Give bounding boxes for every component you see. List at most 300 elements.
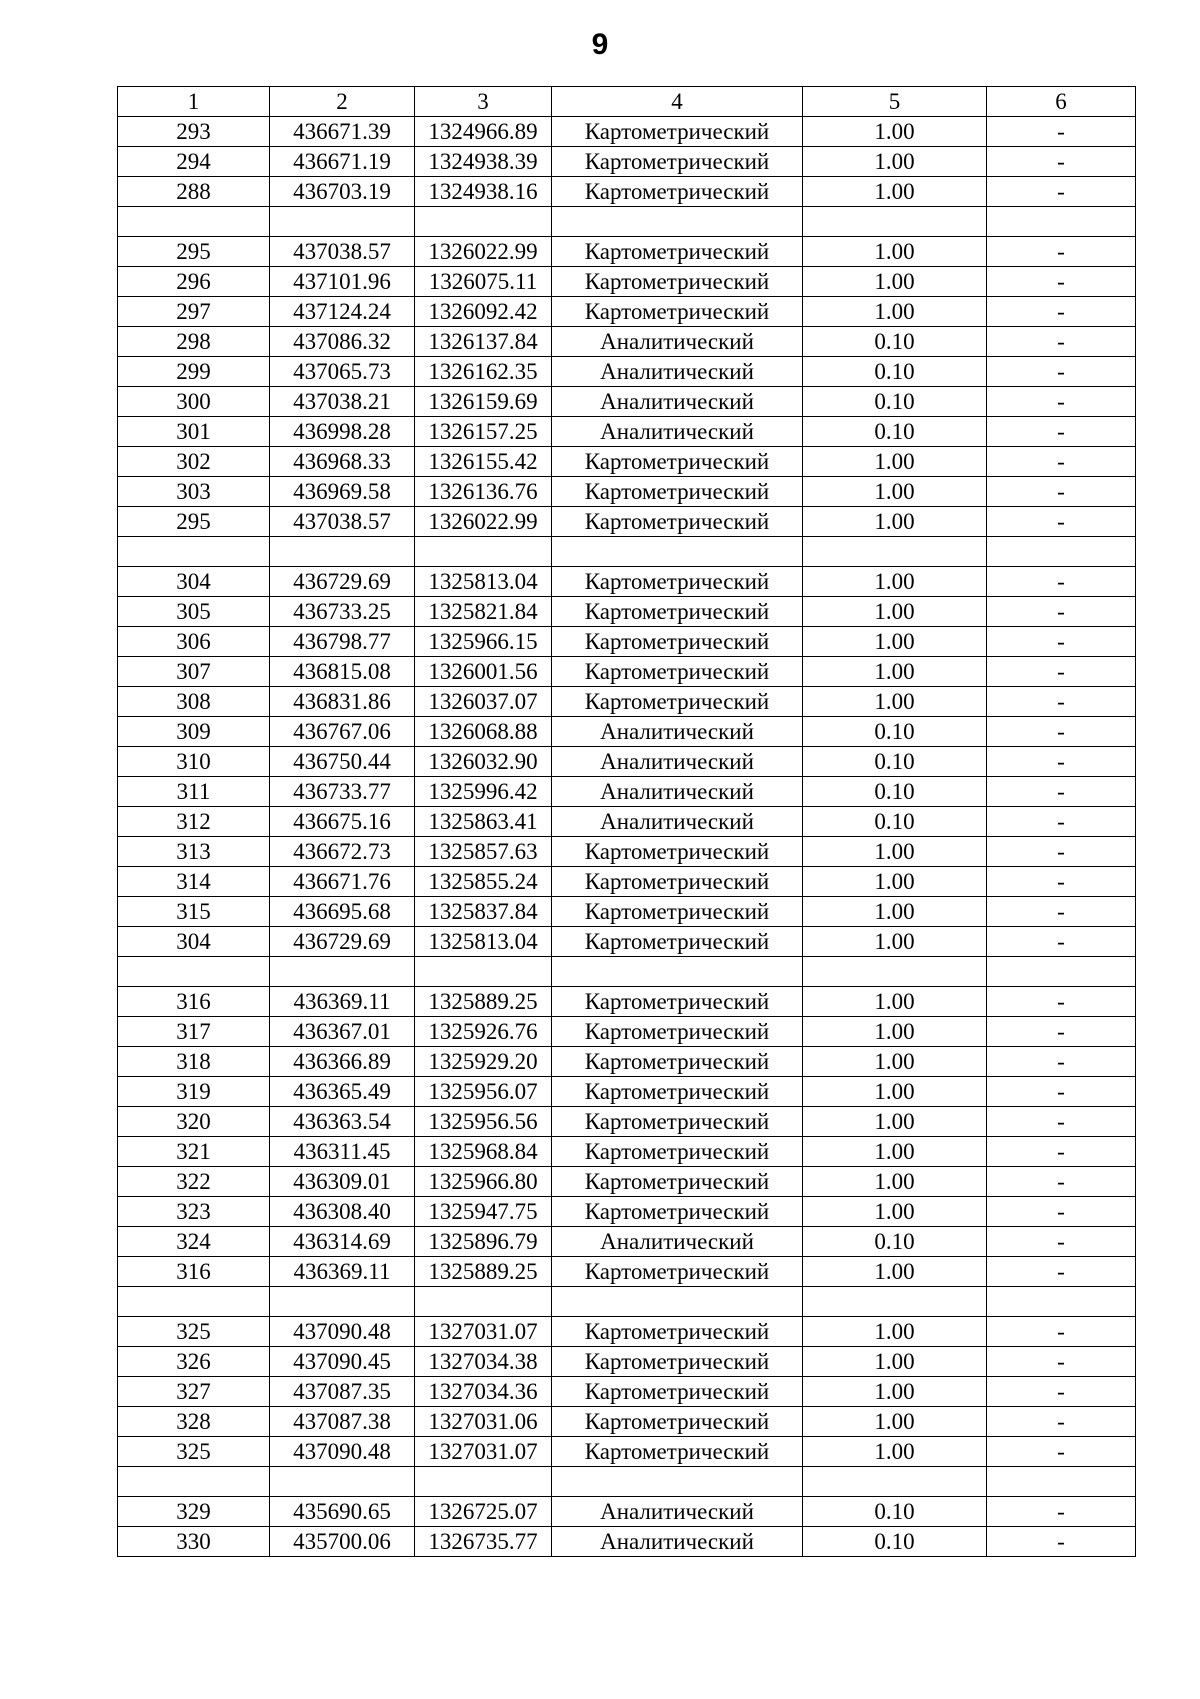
method-cell: Картометрический	[552, 1137, 803, 1167]
accuracy-cell: 0.10	[803, 387, 987, 417]
point-number-cell	[118, 207, 270, 237]
method-cell: Картометрический	[552, 567, 803, 597]
y-coordinate-cell: 1325956.07	[415, 1077, 552, 1107]
description-cell: -	[987, 837, 1136, 867]
y-coordinate-cell: 1325813.04	[415, 927, 552, 957]
method-cell: Картометрический	[552, 927, 803, 957]
y-coordinate-cell: 1326735.77	[415, 1527, 552, 1557]
point-number-cell: 295	[118, 237, 270, 267]
accuracy-cell: 1.00	[803, 1107, 987, 1137]
y-coordinate-cell: 1324938.39	[415, 147, 552, 177]
table-row	[118, 1407, 1136, 1437]
description-cell: -	[987, 177, 1136, 207]
accuracy-cell: 1.00	[803, 1437, 987, 1467]
method-cell: Аналитический	[552, 777, 803, 807]
y-coordinate-cell: 1326022.99	[415, 507, 552, 537]
x-coordinate-cell	[270, 537, 415, 567]
description-cell: -	[987, 927, 1136, 957]
description-cell: -	[987, 1137, 1136, 1167]
description-cell: -	[987, 897, 1136, 927]
point-number-cell: 313	[118, 837, 270, 867]
description-cell: -	[987, 1527, 1136, 1557]
y-coordinate-cell: 1325889.25	[415, 1257, 552, 1287]
y-coordinate-cell: 1325929.20	[415, 1047, 552, 1077]
point-number-cell: 293	[118, 117, 270, 147]
point-number-cell: 312	[118, 807, 270, 837]
point-number-cell	[118, 1287, 270, 1317]
description-cell: -	[987, 1317, 1136, 1347]
description-cell: -	[987, 297, 1136, 327]
method-cell: Картометрический	[552, 1347, 803, 1377]
accuracy-cell	[803, 207, 987, 237]
point-number-cell: 297	[118, 297, 270, 327]
accuracy-cell: 1.00	[803, 447, 987, 477]
point-number-cell: 317	[118, 1017, 270, 1047]
y-coordinate-cell: 1326162.35	[415, 357, 552, 387]
point-number-cell: 328	[118, 1407, 270, 1437]
method-cell: Картометрический	[552, 1407, 803, 1437]
table-row	[118, 447, 1136, 477]
point-number-cell: 320	[118, 1107, 270, 1137]
description-cell: -	[987, 687, 1136, 717]
accuracy-cell: 1.00	[803, 147, 987, 177]
accuracy-cell	[803, 1467, 987, 1497]
accuracy-cell: 0.10	[803, 807, 987, 837]
y-coordinate-cell: 1327034.38	[415, 1347, 552, 1377]
x-coordinate-cell: 437086.32	[270, 327, 415, 357]
description-cell: -	[987, 1167, 1136, 1197]
accuracy-cell: 1.00	[803, 237, 987, 267]
table-row	[118, 1497, 1136, 1527]
x-coordinate-cell: 436671.19	[270, 147, 415, 177]
table-row	[118, 867, 1136, 897]
x-coordinate-cell: 436369.11	[270, 987, 415, 1017]
description-cell: -	[987, 507, 1136, 537]
x-coordinate-cell: 437038.57	[270, 237, 415, 267]
accuracy-cell: 1.00	[803, 507, 987, 537]
x-coordinate-cell: 437101.96	[270, 267, 415, 297]
description-cell: -	[987, 1347, 1136, 1377]
table-row	[118, 1257, 1136, 1287]
description-cell: -	[987, 237, 1136, 267]
table-row	[118, 1317, 1136, 1347]
description-cell: -	[987, 627, 1136, 657]
method-cell: Картометрический	[552, 1167, 803, 1197]
description-cell: -	[987, 387, 1136, 417]
description-cell: -	[987, 1077, 1136, 1107]
point-number-cell: 321	[118, 1137, 270, 1167]
method-cell: Картометрический	[552, 477, 803, 507]
table-row	[118, 1347, 1136, 1377]
table-row	[118, 597, 1136, 627]
column-header: 4	[552, 87, 803, 117]
x-coordinate-cell: 436831.86	[270, 687, 415, 717]
y-coordinate-cell: 1326137.84	[415, 327, 552, 357]
column-header: 1	[118, 87, 270, 117]
point-number-cell: 301	[118, 417, 270, 447]
accuracy-cell: 1.00	[803, 1317, 987, 1347]
column-header: 3	[415, 87, 552, 117]
description-cell: -	[987, 1497, 1136, 1527]
description-cell: -	[987, 807, 1136, 837]
table-row	[118, 957, 1136, 987]
y-coordinate-cell: 1325966.15	[415, 627, 552, 657]
table-row	[118, 687, 1136, 717]
point-number-cell: 329	[118, 1497, 270, 1527]
method-cell: Картометрический	[552, 237, 803, 267]
accuracy-cell: 1.00	[803, 1347, 987, 1377]
point-number-cell: 324	[118, 1227, 270, 1257]
x-coordinate-cell: 436671.76	[270, 867, 415, 897]
y-coordinate-cell: 1325956.56	[415, 1107, 552, 1137]
description-cell: -	[987, 357, 1136, 387]
accuracy-cell: 1.00	[803, 1047, 987, 1077]
y-coordinate-cell: 1325947.75	[415, 1197, 552, 1227]
accuracy-cell: 0.10	[803, 327, 987, 357]
y-coordinate-cell: 1325968.84	[415, 1137, 552, 1167]
accuracy-cell: 1.00	[803, 297, 987, 327]
accuracy-cell: 1.00	[803, 837, 987, 867]
accuracy-cell	[803, 537, 987, 567]
table-row	[118, 1227, 1136, 1257]
x-coordinate-cell: 436308.40	[270, 1197, 415, 1227]
description-cell: -	[987, 597, 1136, 627]
x-coordinate-cell: 436733.25	[270, 597, 415, 627]
x-coordinate-cell: 435690.65	[270, 1497, 415, 1527]
description-cell: -	[987, 777, 1136, 807]
y-coordinate-cell: 1325813.04	[415, 567, 552, 597]
y-coordinate-cell: 1326159.69	[415, 387, 552, 417]
table-row	[118, 1167, 1136, 1197]
y-coordinate-cell: 1325855.24	[415, 867, 552, 897]
method-cell: Картометрический	[552, 867, 803, 897]
x-coordinate-cell: 436369.11	[270, 1257, 415, 1287]
method-cell	[552, 1467, 803, 1497]
y-coordinate-cell: 1325889.25	[415, 987, 552, 1017]
description-cell: -	[987, 1257, 1136, 1287]
point-number-cell: 299	[118, 357, 270, 387]
accuracy-cell: 1.00	[803, 1257, 987, 1287]
method-cell: Аналитический	[552, 1497, 803, 1527]
x-coordinate-cell: 436367.01	[270, 1017, 415, 1047]
y-coordinate-cell: 1324966.89	[415, 117, 552, 147]
method-cell: Картометрический	[552, 177, 803, 207]
point-number-cell: 304	[118, 927, 270, 957]
table-row	[118, 1467, 1136, 1497]
y-coordinate-cell: 1326032.90	[415, 747, 552, 777]
y-coordinate-cell: 1326075.11	[415, 267, 552, 297]
method-cell: Картометрический	[552, 1077, 803, 1107]
x-coordinate-cell: 436671.39	[270, 117, 415, 147]
x-coordinate-cell: 436703.19	[270, 177, 415, 207]
x-coordinate-cell: 436798.77	[270, 627, 415, 657]
table-row	[118, 147, 1136, 177]
y-coordinate-cell: 1325821.84	[415, 597, 552, 627]
table-row	[118, 627, 1136, 657]
y-coordinate-cell	[415, 1467, 552, 1497]
column-header: 6	[987, 87, 1136, 117]
method-cell: Аналитический	[552, 417, 803, 447]
point-number-cell	[118, 957, 270, 987]
table-row	[118, 267, 1136, 297]
accuracy-cell: 1.00	[803, 1167, 987, 1197]
accuracy-cell: 1.00	[803, 477, 987, 507]
method-cell: Картометрический	[552, 1197, 803, 1227]
x-coordinate-cell: 437124.24	[270, 297, 415, 327]
accuracy-cell	[803, 957, 987, 987]
y-coordinate-cell: 1325996.42	[415, 777, 552, 807]
table-row	[118, 477, 1136, 507]
method-cell: Аналитический	[552, 747, 803, 777]
y-coordinate-cell: 1326022.99	[415, 237, 552, 267]
x-coordinate-cell: 436314.69	[270, 1227, 415, 1257]
x-coordinate-cell: 436998.28	[270, 417, 415, 447]
accuracy-cell: 1.00	[803, 597, 987, 627]
y-coordinate-cell: 1327034.36	[415, 1377, 552, 1407]
method-cell: Картометрический	[552, 597, 803, 627]
method-cell: Аналитический	[552, 717, 803, 747]
y-coordinate-cell: 1326092.42	[415, 297, 552, 327]
y-coordinate-cell: 1327031.07	[415, 1437, 552, 1467]
point-number-cell: 319	[118, 1077, 270, 1107]
y-coordinate-cell: 1325896.79	[415, 1227, 552, 1257]
point-number-cell: 304	[118, 567, 270, 597]
point-number-cell: 302	[118, 447, 270, 477]
x-coordinate-cell: 436672.73	[270, 837, 415, 867]
x-coordinate-cell: 436363.54	[270, 1107, 415, 1137]
accuracy-cell: 0.10	[803, 357, 987, 387]
accuracy-cell: 1.00	[803, 1197, 987, 1227]
accuracy-cell	[803, 1287, 987, 1317]
point-number-cell: 303	[118, 477, 270, 507]
point-number-cell: 316	[118, 1257, 270, 1287]
x-coordinate-cell: 436969.58	[270, 477, 415, 507]
method-cell: Аналитический	[552, 807, 803, 837]
y-coordinate-cell: 1324938.16	[415, 177, 552, 207]
method-cell: Аналитический	[552, 327, 803, 357]
table-row	[118, 657, 1136, 687]
description-cell: -	[987, 1047, 1136, 1077]
table-row	[118, 777, 1136, 807]
accuracy-cell: 0.10	[803, 747, 987, 777]
x-coordinate-cell: 436695.68	[270, 897, 415, 927]
x-coordinate-cell: 436366.89	[270, 1047, 415, 1077]
y-coordinate-cell: 1325837.84	[415, 897, 552, 927]
accuracy-cell: 1.00	[803, 1017, 987, 1047]
table-row	[118, 1047, 1136, 1077]
method-cell: Картометрический	[552, 1317, 803, 1347]
x-coordinate-cell: 437090.45	[270, 1347, 415, 1377]
table-row	[118, 747, 1136, 777]
x-coordinate-cell: 437087.35	[270, 1377, 415, 1407]
accuracy-cell: 1.00	[803, 1137, 987, 1167]
method-cell: Картометрический	[552, 447, 803, 477]
accuracy-cell: 1.00	[803, 1377, 987, 1407]
method-cell: Картометрический	[552, 1257, 803, 1287]
method-cell: Картометрический	[552, 117, 803, 147]
page-number: 9	[591, 28, 609, 61]
method-cell: Картометрический	[552, 1047, 803, 1077]
x-coordinate-cell: 436309.01	[270, 1167, 415, 1197]
table-row	[118, 717, 1136, 747]
accuracy-cell: 1.00	[803, 687, 987, 717]
y-coordinate-cell	[415, 537, 552, 567]
method-cell: Аналитический	[552, 1227, 803, 1257]
point-number-cell: 294	[118, 147, 270, 177]
table-row	[118, 327, 1136, 357]
method-cell	[552, 207, 803, 237]
description-cell: -	[987, 117, 1136, 147]
x-coordinate-cell: 437038.57	[270, 507, 415, 537]
description-cell: -	[987, 1437, 1136, 1467]
point-number-cell: 325	[118, 1317, 270, 1347]
description-cell: -	[987, 477, 1136, 507]
table-row	[118, 807, 1136, 837]
accuracy-cell: 1.00	[803, 117, 987, 147]
accuracy-cell: 1.00	[803, 177, 987, 207]
point-number-cell: 296	[118, 267, 270, 297]
point-number-cell: 330	[118, 1527, 270, 1557]
table-row	[118, 1287, 1136, 1317]
y-coordinate-cell	[415, 1287, 552, 1317]
method-cell: Картометрический	[552, 1107, 803, 1137]
table-row	[118, 1377, 1136, 1407]
point-number-cell: 325	[118, 1437, 270, 1467]
x-coordinate-cell: 437065.73	[270, 357, 415, 387]
table-row	[118, 297, 1136, 327]
accuracy-cell: 0.10	[803, 1527, 987, 1557]
accuracy-cell: 1.00	[803, 627, 987, 657]
table-row	[118, 567, 1136, 597]
accuracy-cell: 0.10	[803, 777, 987, 807]
description-cell: -	[987, 747, 1136, 777]
table-row	[118, 897, 1136, 927]
point-number-cell: 288	[118, 177, 270, 207]
x-coordinate-cell: 436733.77	[270, 777, 415, 807]
point-number-cell: 323	[118, 1197, 270, 1227]
description-cell	[987, 957, 1136, 987]
x-coordinate-cell	[270, 207, 415, 237]
x-coordinate-cell: 437090.48	[270, 1437, 415, 1467]
point-number-cell: 298	[118, 327, 270, 357]
accuracy-cell: 1.00	[803, 897, 987, 927]
y-coordinate-cell: 1325966.80	[415, 1167, 552, 1197]
x-coordinate-cell: 436729.69	[270, 927, 415, 957]
column-header: 2	[270, 87, 415, 117]
point-number-cell: 327	[118, 1377, 270, 1407]
point-number-cell: 295	[118, 507, 270, 537]
method-cell: Картометрический	[552, 1017, 803, 1047]
table-row	[118, 207, 1136, 237]
x-coordinate-cell: 436729.69	[270, 567, 415, 597]
y-coordinate-cell	[415, 957, 552, 987]
table-row	[118, 237, 1136, 267]
description-cell	[987, 207, 1136, 237]
table-row	[118, 507, 1136, 537]
description-cell	[987, 1287, 1136, 1317]
x-coordinate-cell	[270, 1467, 415, 1497]
point-number-cell: 309	[118, 717, 270, 747]
table-body	[118, 117, 1136, 1557]
table-row	[118, 417, 1136, 447]
x-coordinate-cell	[270, 1287, 415, 1317]
method-cell: Картометрический	[552, 837, 803, 867]
y-coordinate-cell: 1326037.07	[415, 687, 552, 717]
method-cell	[552, 1287, 803, 1317]
point-number-cell: 322	[118, 1167, 270, 1197]
accuracy-cell: 1.00	[803, 1407, 987, 1437]
accuracy-cell: 1.00	[803, 927, 987, 957]
point-number-cell: 308	[118, 687, 270, 717]
table-row	[118, 1527, 1136, 1557]
y-coordinate-cell: 1326136.76	[415, 477, 552, 507]
method-cell: Аналитический	[552, 387, 803, 417]
x-coordinate-cell: 437090.48	[270, 1317, 415, 1347]
x-coordinate-cell: 436365.49	[270, 1077, 415, 1107]
accuracy-cell: 1.00	[803, 867, 987, 897]
table-row	[118, 1137, 1136, 1167]
point-number-cell: 300	[118, 387, 270, 417]
accuracy-cell: 1.00	[803, 987, 987, 1017]
point-number-cell: 315	[118, 897, 270, 927]
y-coordinate-cell: 1326157.25	[415, 417, 552, 447]
accuracy-cell: 0.10	[803, 717, 987, 747]
table-row	[118, 387, 1136, 417]
x-coordinate-cell: 436750.44	[270, 747, 415, 777]
point-number-cell: 306	[118, 627, 270, 657]
description-cell: -	[987, 327, 1136, 357]
x-coordinate-cell: 436767.06	[270, 717, 415, 747]
accuracy-cell: 0.10	[803, 1227, 987, 1257]
x-coordinate-cell: 436968.33	[270, 447, 415, 477]
method-cell: Картометрический	[552, 267, 803, 297]
point-number-cell: 310	[118, 747, 270, 777]
method-cell: Аналитический	[552, 357, 803, 387]
accuracy-cell: 1.00	[803, 267, 987, 297]
description-cell: -	[987, 1017, 1136, 1047]
x-coordinate-cell: 436311.45	[270, 1137, 415, 1167]
method-cell: Картометрический	[552, 1437, 803, 1467]
table-row	[118, 357, 1136, 387]
x-coordinate-cell: 436815.08	[270, 657, 415, 687]
accuracy-cell: 0.10	[803, 417, 987, 447]
method-cell: Картометрический	[552, 627, 803, 657]
table-row	[118, 837, 1136, 867]
y-coordinate-cell: 1326068.88	[415, 717, 552, 747]
x-coordinate-cell: 435700.06	[270, 1527, 415, 1557]
method-cell: Картометрический	[552, 297, 803, 327]
description-cell: -	[987, 987, 1136, 1017]
accuracy-cell: 1.00	[803, 567, 987, 597]
description-cell: -	[987, 657, 1136, 687]
method-cell: Аналитический	[552, 1527, 803, 1557]
description-cell: -	[987, 147, 1136, 177]
point-number-cell	[118, 1467, 270, 1497]
table-row	[118, 177, 1136, 207]
method-cell: Картометрический	[552, 147, 803, 177]
point-number-cell: 314	[118, 867, 270, 897]
table-row	[118, 927, 1136, 957]
y-coordinate-cell: 1326001.56	[415, 657, 552, 687]
table-row	[118, 1197, 1136, 1227]
table-header-row	[118, 87, 1136, 117]
description-cell	[987, 1467, 1136, 1497]
method-cell: Картометрический	[552, 657, 803, 687]
point-number-cell	[118, 537, 270, 567]
accuracy-cell: 0.10	[803, 1497, 987, 1527]
description-cell: -	[987, 1227, 1136, 1257]
method-cell: Картометрический	[552, 1377, 803, 1407]
